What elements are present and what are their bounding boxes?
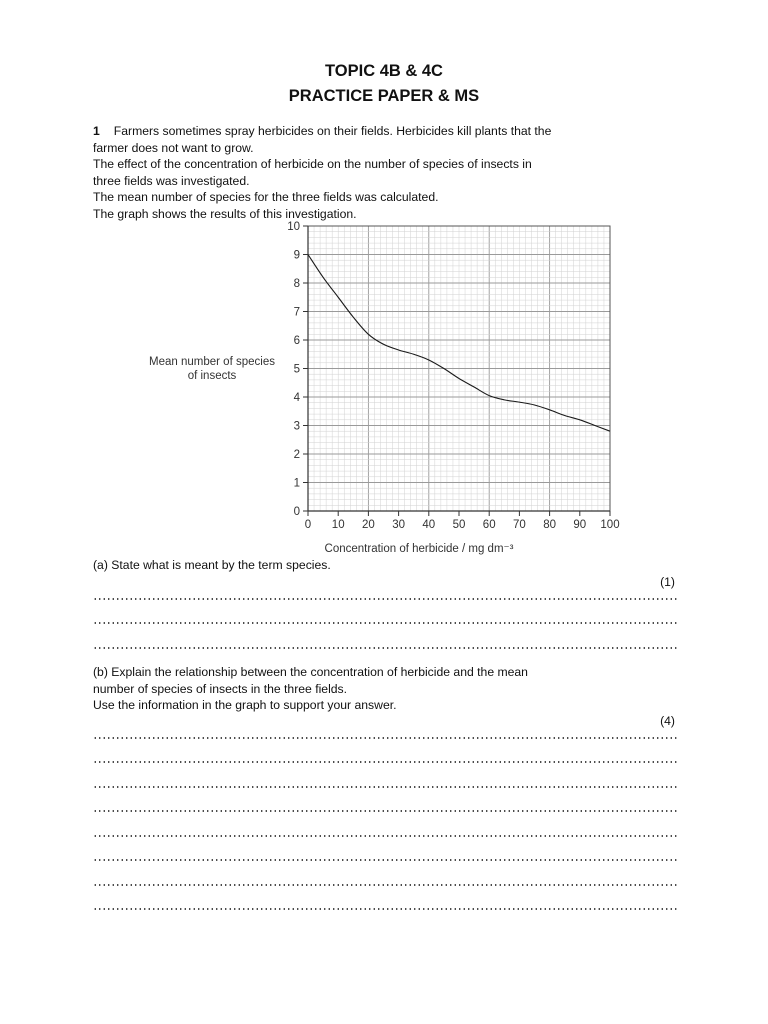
answer-line-a-1 bbox=[93, 598, 677, 600]
x-tick-label: 90 bbox=[573, 519, 587, 531]
chart-grid bbox=[308, 226, 610, 511]
y-tick-label: 0 bbox=[293, 506, 300, 518]
answer-line-b-4 bbox=[93, 810, 677, 812]
answer-line-b-5 bbox=[93, 835, 677, 837]
question-1-line-2: farmer does not want to grow. bbox=[93, 140, 254, 155]
question-1-line-3: The effect of the concentration of herbicide on the number of species of insects in bbox=[93, 157, 532, 172]
x-tick-label: 80 bbox=[543, 519, 556, 531]
x-tick-label: 10 bbox=[331, 519, 345, 531]
page-title-line-2: PRACTICE PAPER & MS bbox=[288, 87, 480, 105]
answer-line-b-7 bbox=[93, 884, 677, 886]
y-tick-label: 5 bbox=[293, 363, 300, 376]
question-1-line-5: The mean number of species for the three fields was calculated. bbox=[93, 190, 439, 205]
x-axis-label: Concentration of herbicide / mg dm⁻³ bbox=[324, 543, 514, 555]
question-1-line-4: three fields was investigated. bbox=[93, 173, 250, 188]
x-tick-label: 100 bbox=[600, 519, 620, 531]
part-b-line-3: Use the information in the graph to support your answer. bbox=[93, 698, 397, 713]
y-tick-label: 7 bbox=[293, 306, 300, 319]
x-tick-label: 30 bbox=[392, 519, 405, 531]
x-tick-label: 50 bbox=[452, 519, 466, 531]
question-1-line-1: 1 Farmers sometimes spray herbicides on their fields. Herbicides kill plants that the bbox=[93, 124, 552, 138]
y-tick-label: 8 bbox=[293, 278, 300, 290]
answer-line-a-2 bbox=[93, 622, 677, 624]
y-tick-label: 1 bbox=[293, 477, 300, 490]
page-title-line-1: TOPIC 4B & 4C bbox=[325, 62, 443, 80]
x-tick-label: 20 bbox=[362, 519, 375, 531]
herbicide-species-chart bbox=[140, 218, 630, 558]
part-b-prompt bbox=[93, 664, 693, 714]
answer-line-b-8 bbox=[93, 908, 677, 910]
answer-line-b-2 bbox=[93, 761, 677, 763]
question-1-line-6: The graph shows the results of this investigation. bbox=[93, 206, 357, 221]
question-1-stem bbox=[93, 123, 693, 223]
x-tick-label: 0 bbox=[304, 519, 312, 531]
part-b-marks: (4) bbox=[660, 714, 675, 728]
answer-line-b-6 bbox=[93, 859, 677, 861]
y-tick-label: 3 bbox=[293, 420, 300, 433]
y-tick-label: 10 bbox=[287, 221, 300, 233]
x-tick-label: 40 bbox=[422, 519, 436, 531]
y-tick-label: 4 bbox=[293, 392, 300, 404]
answer-line-a-3 bbox=[93, 647, 677, 649]
question-number: 1 bbox=[93, 124, 100, 138]
part-a-marks: (1) bbox=[660, 575, 675, 589]
x-tick-label: 60 bbox=[482, 519, 496, 531]
answer-line-b-3 bbox=[93, 786, 677, 788]
y-axis-label-line-1: Mean number of species bbox=[149, 356, 275, 368]
answer-line-b-1 bbox=[93, 737, 677, 739]
x-tick-label: 70 bbox=[513, 519, 526, 531]
part-b-line-2: number of species of insects in the three fields. bbox=[93, 681, 348, 696]
y-axis-label-line-2: of insects bbox=[187, 370, 237, 382]
part-b-line-1: (b) Explain the relationship between the concentration of herbicide and the mean bbox=[93, 665, 528, 679]
part-a-prompt: (a) State what is meant by the term species. bbox=[93, 558, 331, 572]
y-tick-label: 2 bbox=[293, 449, 300, 461]
y-tick-label: 9 bbox=[293, 249, 300, 262]
chart-ticks bbox=[287, 221, 619, 531]
y-tick-label: 6 bbox=[293, 335, 300, 347]
